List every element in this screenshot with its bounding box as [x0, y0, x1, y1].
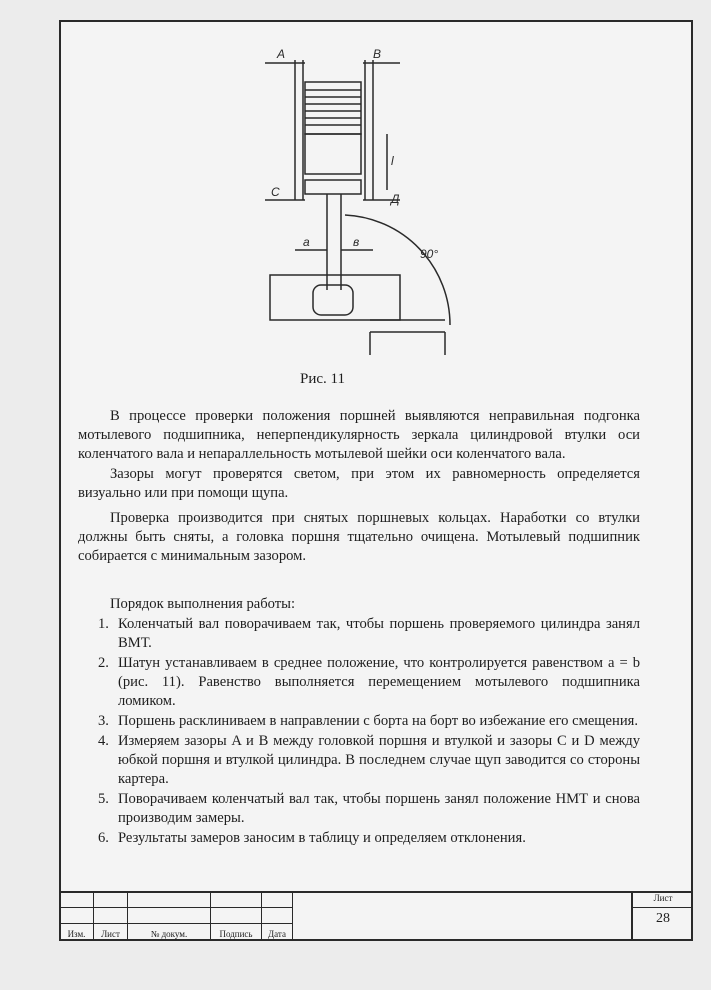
- list-item: 1. Коленчатый вал поворачиваем так, чтобы поршень проверяемого цилиндра занял ВМТ.: [98, 616, 640, 652]
- list-item: 5. Поворачиваем коленчатый вал так, чтобы поршень занял положение НМТ и снова производим замеры.: [98, 790, 640, 827]
- title-block: [59, 891, 693, 941]
- body-text: [78, 407, 640, 567]
- list-item: 2. Шатун устанавливаем в среднее положение, что контролируется равенством a = b (рис. 11). Равенство выполняется перемещением мотылевого подшипника ломиком.: [98, 654, 640, 710]
- paragraph-3: Проверка производится при снятых поршневых кольцах. Наработки со втулки должны быть сняты, а головка поршня тщательно очищена. Мотылевый подшипник собирается с минимальным зазором.: [78, 510, 640, 565]
- list-item: 6. Результаты замеров заносим в таблицу и определяем отклонения.: [98, 829, 526, 846]
- procedure-title: Порядок выполнения работы:: [110, 596, 296, 612]
- piston-drawing: [255, 40, 470, 365]
- col-izm: Изм.: [60, 924, 94, 940]
- col-sign: Подпись: [211, 924, 262, 940]
- piston-diagram: [255, 40, 470, 365]
- figure-caption: Рис. 11: [300, 371, 345, 387]
- label-c-upper: C: [271, 185, 280, 199]
- col-list: Лист: [94, 924, 128, 940]
- paragraph-1: В процессе проверки положения поршней выявляются неправильная подгонка мотылевого подшипника, неперпендикулярность зеркала цилиндровой втулки оси коленчатого вала и непараллельность мотылевой шейки оси коленчатого вала.: [78, 408, 640, 463]
- label-a-upper: A: [277, 47, 286, 61]
- label-l: l: [391, 154, 394, 168]
- label-angle: 90°: [420, 247, 439, 261]
- label-b-upper: B: [373, 47, 382, 61]
- procedure-list: [94, 615, 640, 848]
- col-doc: № докум.: [128, 924, 211, 940]
- sheet-label: Лист: [633, 893, 693, 908]
- sheet-box: [631, 891, 693, 941]
- revision-table: [59, 891, 293, 940]
- label-a-lower: a: [303, 235, 310, 249]
- paragraph-2: Зазоры могут проверятся светом, при этом их равномерность определяется визуально или при помощи щупа.: [78, 465, 640, 501]
- list-item: 4. Измеряем зазоры A и B между головкой поршня и втулкой и зазоры C и D между юбкой поршня и втулкой цилиндра. В последнем случае щуп заводится со стороны картера.: [98, 732, 640, 788]
- label-b-lower: в: [353, 235, 360, 249]
- sheet-number: 28: [656, 911, 670, 926]
- col-date: Дата: [262, 924, 293, 940]
- list-item: 3. Поршень расклиниваем в направлении с борта на борт во избежание его смещения.: [98, 713, 638, 730]
- label-d-upper: Д: [391, 192, 400, 206]
